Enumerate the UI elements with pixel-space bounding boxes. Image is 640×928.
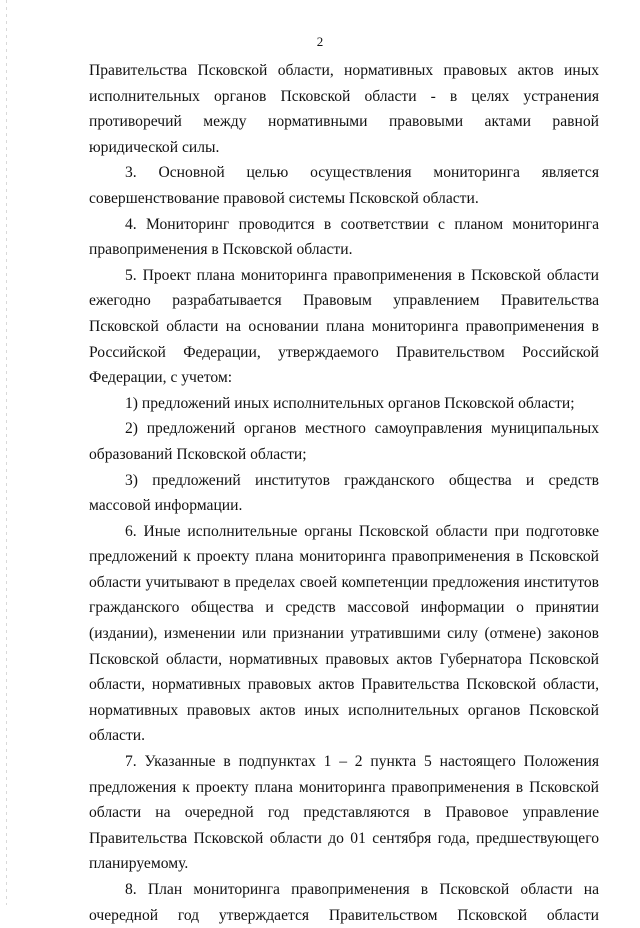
subitem-5-3: 3) предложений институтов гражданского общества и средств массовой информации. bbox=[89, 471, 599, 515]
page-edge-line bbox=[6, 0, 7, 905]
paragraph-item-3: 3. Основной целью осуществления мониторинга является совершенствование правовой системы Псковской области. bbox=[89, 164, 599, 207]
paragraph-item-4: 4. Мониторинг проводится в соответствии с планом мониторинга правоприменения в Псковской области. bbox=[89, 215, 599, 259]
paragraph-item-7: 7. Указанные в подпунктах 1 – 2 пункта 5 настоящего Положения предложения к проекту плана мониторинга правоприменения в Псковской области на очередной год представляются в Правовое управление Правительства Псковской области до 01 сентября года, предшествующего планируемому. bbox=[89, 753, 599, 873]
paragraph-item-6: 6. Иные исполнительные органы Псковской области при подготовке предложений к проекту плана мониторинга правоприменения в Псковской области учитывают в пределах своей компетенции предложения институтов гражданского общества и средств массовой информации о принятии (издании), изменении или признании утратившими силу (отмене) законов Псковской области, нормативных правовых актов Губернатора Псковской области, нормативных правовых актов Правительства Псковской области, нормативных правовых актов иных исполнительных органов Псковской области. bbox=[89, 522, 599, 745]
document-body bbox=[89, 58, 599, 928]
paragraph-continuation: Правительства Псковской области, нормативных правовых актов иных исполнительных органов Псковской области - в целях устранения противоречий между нормативными правовыми актами равной юридической силы. bbox=[89, 62, 599, 156]
paragraph-item-8: 8. План мониторинга правоприменения в Псковской области на очередной год утверждается Правительством Псковской области bbox=[89, 881, 599, 924]
page-number: 2 bbox=[316, 34, 324, 49]
subitem-5-1: 1) предложений иных исполнительных органов Псковской области; bbox=[125, 394, 575, 412]
paragraph-item-5: 5. Проект плана мониторинга правоприменения в Псковской области ежегодно разрабатывается Правовым управлением Правительства Псковской области на основании плана мониторинга правоприменения в Российской Федерации, утверждаемого Правительством Российской Федерации, с учетом: bbox=[89, 266, 599, 387]
subitem-5-2: 2) предложений органов местного самоуправления муниципальных образований Псковской области; bbox=[89, 420, 599, 463]
